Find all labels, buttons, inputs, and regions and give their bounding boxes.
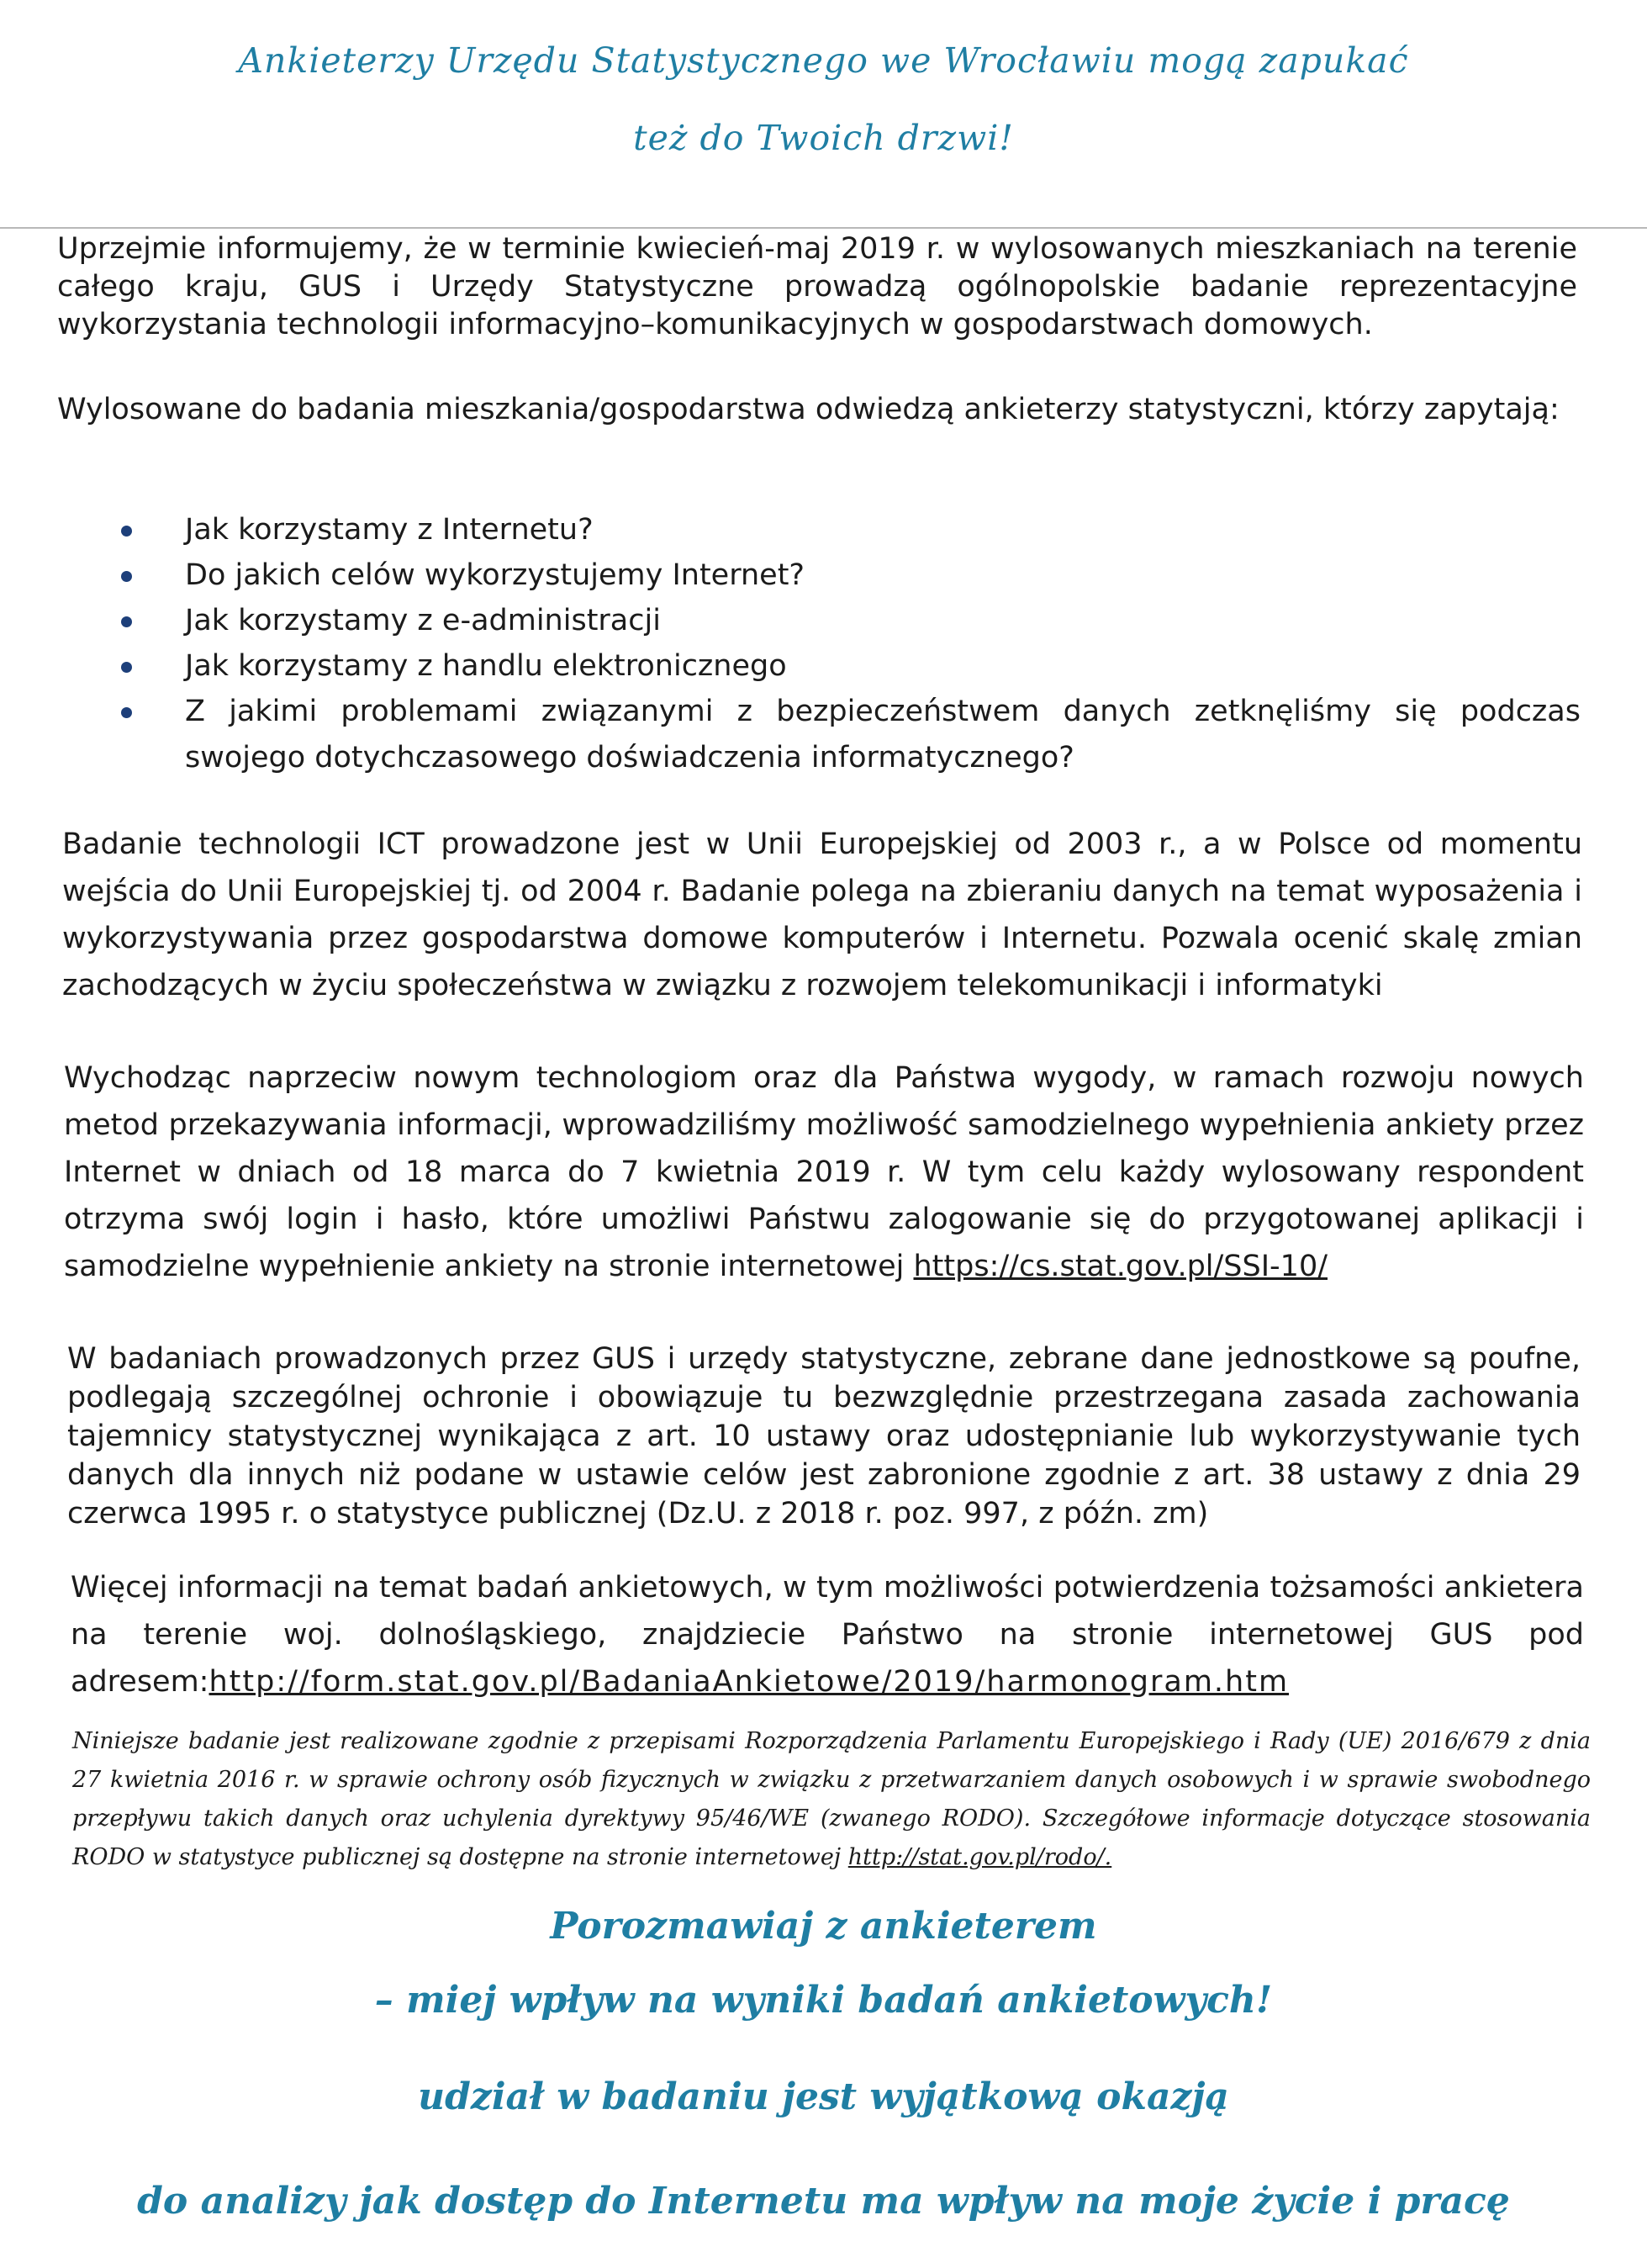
online-survey-paragraph <box>64 1055 1584 1290</box>
rodo-note-text: Niniejsze badanie jest realizowane zgodnie z przepisami Rozporządzenia Parlamentu Europejskiego i Rady (UE) 2016/679 z dnia 27 kwietnia 2016 r. w sprawie ochrony osób fizycznych w związku z przetwarzaniem danych osobowych i w sprawie swobodnego przepływu takich danych oraz uchylenia dyrektywy 95/46/WE (zwanego RODO). Szczegółowe informacje dotyczące stosowania RODO w statystyce publicznej są dostępne na stronie internetowej <box>72 1728 1591 1870</box>
list-item-text: Jak korzystamy z e-administracji <box>185 604 661 637</box>
online-survey-text: Wychodząc naprzeciw nowym technologiom oraz dla Państwa wygody, w ramach rozwoju nowych metod przekazywania informacji, wprowadziliśmy możliwość samodzielnego wypełnienia ankiety przez Internet w dniach od 18 marca do 7 kwietnia 2019 r. W tym celu każdy wylosowany respondent otrzyma swój login i hasło, które umożliwi Państwu zalogowanie się do przygotowanej aplikacji i samodzielne wypełnienie ankiety na stronie internetowej <box>64 1061 1584 1283</box>
header-divider <box>0 227 1647 229</box>
visit-paragraph: Wylosowane do badania mieszkania/gospodarstwa odwiedzą ankieterzy statystyczni, którzy zapytają: <box>57 393 1560 426</box>
bullet-icon <box>121 616 132 627</box>
bullet-icon <box>121 662 132 673</box>
closing-line-2: – miej wpływ na wyniki badań ankietowych! <box>374 1979 1273 2022</box>
list-item <box>118 643 1581 689</box>
list-item-text: Jak korzystamy z Internetu? <box>185 513 594 547</box>
list-item-text: Z jakimi problemami związanymi z bezpieczeństwem danych zetknęliśmy się podczas swojego dotychczasowego doświadczenia informatycznego? <box>185 695 1581 775</box>
more-info-paragraph <box>71 1564 1584 1705</box>
survey-link[interactable]: https://cs.stat.gov.pl/SSI-10/ <box>913 1250 1328 1283</box>
list-item <box>118 552 1581 598</box>
closing-line-3: udział w badaniu jest wyjątkową okazją <box>418 2075 1229 2118</box>
list-item <box>118 507 1581 552</box>
closing-line-1: Porozmawiaj z ankieterem <box>550 1905 1097 1948</box>
bullet-icon <box>121 526 132 537</box>
more-info-text: Więcej informacji na temat badań ankietowych, w tym możliwości potwierdzenia tożsamości ankietera na terenie woj. dolnośląskiego, znajdziecie Państwo na stronie internetowej GUS pod adresem: <box>71 1571 1584 1699</box>
bullet-icon <box>121 707 132 718</box>
ict-paragraph: Badanie technologii ICT prowadzone jest w Unii Europejskiej od 2003 r., a w Polsce od momentu wejścia do Unii Europejskiej tj. od 2004 r. Badanie polega na zbieraniu danych na temat wyposażenia i wykorzystywania przez gospodarstwa domowe komputerów i Internetu. Pozwala ocenić skalę zmian zachodzących w życiu społeczeństwa w związku z rozwojem telekomunikacji i informatyki <box>62 827 1582 1002</box>
bullet-icon <box>121 571 132 582</box>
closing-line-4: do analizy jak dostęp do Internetu ma wpływ na moje życie i pracę <box>137 2180 1510 2223</box>
list-item <box>118 598 1581 643</box>
schedule-link[interactable]: http://form.stat.gov.pl/BadaniaAnkietowe/2019/harmonogram.htm <box>209 1665 1290 1699</box>
confidentiality-paragraph: W badaniach prowadzonych przez GUS i urzędy statystyczne, zebrane dane jednostkowe są poufne, podlegają szczególnej ochronie i obowiązuje tu bezwzględnie przestrzegana zasada zachowania tajemnicy statystycznej wynikająca z art. 10 ustawy oraz udostępnianie lub wykorzystywanie tych danych dla innych niż podane w ustawie celów jest zabronione zgodnie z art. 38 ustawy z dnia 29 czerwca 1995 r. o statystyce publicznej (Dz.U. z 2018 r. poz. 997, z późn. zm) <box>67 1342 1581 1531</box>
page-subtitle: też do Twoich drzwi! <box>633 118 1014 158</box>
questions-list <box>118 507 1581 781</box>
list-item-text: Jak korzystamy z handlu elektronicznego <box>185 649 787 683</box>
list-item <box>118 689 1581 781</box>
page-title: Ankieterzy Urzędu Statystycznego we Wrocławiu mogą zapukać <box>238 40 1409 81</box>
rodo-note <box>72 1722 1591 1877</box>
rodo-link[interactable]: http://stat.gov.pl/rodo/. <box>847 1844 1112 1870</box>
intro-paragraph: Uprzejmie informujemy, że w terminie kwiecień-maj 2019 r. w wylosowanych mieszkaniach na terenie całego kraju, GUS i Urzędy Statystyczne prowadzą ogólnopolskie badanie reprezentacyjne wykorzystania technologii informacyjno–komunikacyjnych w gospodarstwach domowych. <box>57 232 1577 341</box>
list-item-text: Do jakich celów wykorzystujemy Internet? <box>185 558 805 592</box>
